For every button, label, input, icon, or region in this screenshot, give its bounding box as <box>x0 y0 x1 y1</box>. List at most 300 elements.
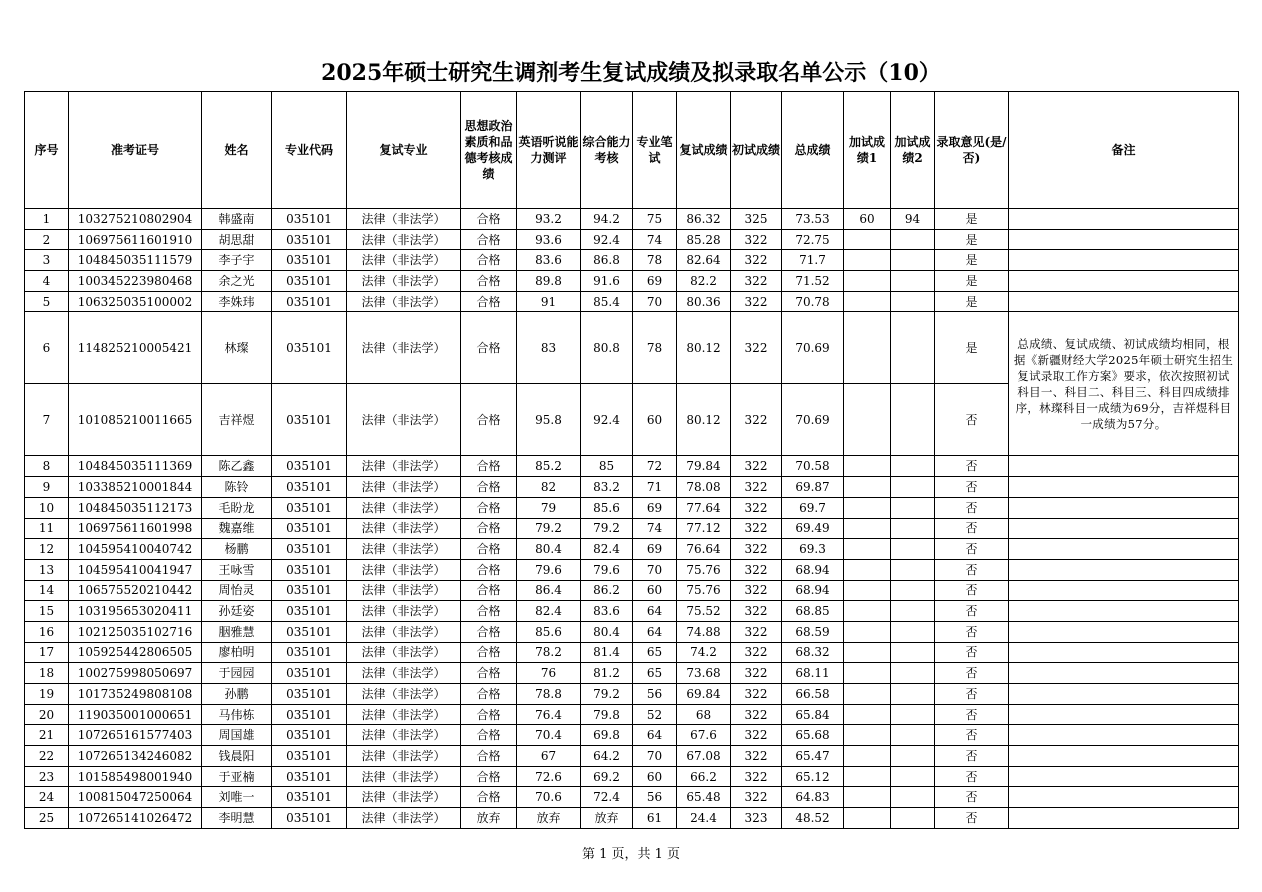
table-row <box>25 477 1239 498</box>
cell-politics: 合格 <box>461 250 517 271</box>
cell-initial: 322 <box>731 250 782 271</box>
cell-major-code: 035101 <box>272 497 347 518</box>
cell-major-code: 035101 <box>272 456 347 477</box>
cell-written: 60 <box>633 766 677 787</box>
cell-extra1 <box>844 291 891 312</box>
cell-major: 法律（非法学） <box>347 684 461 705</box>
cell-admit: 否 <box>935 808 1009 829</box>
cell-written: 75 <box>633 209 677 230</box>
cell-name: 孙鹏 <box>202 684 272 705</box>
cell-name: 魏嘉维 <box>202 518 272 539</box>
table-row <box>25 601 1239 622</box>
cell-written: 70 <box>633 746 677 767</box>
cell-major: 法律（非法学） <box>347 642 461 663</box>
cell-initial: 322 <box>731 725 782 746</box>
cell-politics: 放弃 <box>461 808 517 829</box>
cell-seq: 1 <box>25 209 69 230</box>
cell-name: 于亚楠 <box>202 766 272 787</box>
cell-initial: 322 <box>731 663 782 684</box>
cell-initial: 322 <box>731 601 782 622</box>
cell-retest: 85.28 <box>677 229 731 250</box>
cell-major-code: 035101 <box>272 291 347 312</box>
cell-comprehensive: 79.2 <box>581 518 633 539</box>
cell-total: 68.94 <box>782 580 844 601</box>
table-row <box>25 746 1239 767</box>
cell-exam-id: 101735249808108 <box>69 684 202 705</box>
cell-extra1 <box>844 663 891 684</box>
cell-exam-id: 104845035111579 <box>69 250 202 271</box>
cell-total: 68.11 <box>782 663 844 684</box>
header-initial: 初试成绩 <box>731 92 782 209</box>
cell-total: 65.68 <box>782 725 844 746</box>
cell-english: 93.6 <box>517 229 581 250</box>
cell-comprehensive: 放弃 <box>581 808 633 829</box>
cell-major: 法律（非法学） <box>347 787 461 808</box>
cell-major: 法律（非法学） <box>347 580 461 601</box>
cell-major-code: 035101 <box>272 642 347 663</box>
cell-extra1 <box>844 684 891 705</box>
cell-exam-id: 103385210001844 <box>69 477 202 498</box>
cell-comprehensive: 86.8 <box>581 250 633 271</box>
cell-name: 陈乙鑫 <box>202 456 272 477</box>
cell-total: 64.83 <box>782 787 844 808</box>
cell-admit: 是 <box>935 291 1009 312</box>
cell-retest: 75.76 <box>677 559 731 580</box>
cell-extra2 <box>891 291 935 312</box>
cell-major-code: 035101 <box>272 559 347 580</box>
cell-initial: 322 <box>731 312 782 384</box>
table-row <box>25 497 1239 518</box>
cell-name: 周国雄 <box>202 725 272 746</box>
cell-english: 89.8 <box>517 271 581 292</box>
cell-seq: 4 <box>25 271 69 292</box>
cell-extra2 <box>891 746 935 767</box>
cell-initial: 322 <box>731 456 782 477</box>
cell-name: 吉祥煜 <box>202 384 272 456</box>
cell-note <box>1009 704 1239 725</box>
cell-seq: 16 <box>25 621 69 642</box>
cell-major-code: 035101 <box>272 250 347 271</box>
cell-seq: 9 <box>25 477 69 498</box>
cell-seq: 13 <box>25 559 69 580</box>
cell-extra2 <box>891 808 935 829</box>
cell-name: 王咏雪 <box>202 559 272 580</box>
cell-extra1 <box>844 559 891 580</box>
cell-admit: 否 <box>935 477 1009 498</box>
cell-retest: 65.48 <box>677 787 731 808</box>
cell-extra1 <box>844 704 891 725</box>
cell-written: 64 <box>633 725 677 746</box>
cell-retest: 79.84 <box>677 456 731 477</box>
cell-english: 91 <box>517 291 581 312</box>
cell-seq: 6 <box>25 312 69 384</box>
cell-written: 74 <box>633 229 677 250</box>
cell-written: 61 <box>633 808 677 829</box>
cell-admit: 是 <box>935 250 1009 271</box>
table-row <box>25 312 1239 384</box>
header-admit: 录取意见(是/否) <box>935 92 1009 209</box>
page-title: 2025年硕士研究生调剂考生复试成绩及拟录取名单公示（10） <box>321 60 941 86</box>
cell-politics: 合格 <box>461 704 517 725</box>
cell-name: 胭雅慧 <box>202 621 272 642</box>
cell-comprehensive: 82.4 <box>581 539 633 560</box>
cell-seq: 10 <box>25 497 69 518</box>
cell-note <box>1009 642 1239 663</box>
table-row <box>25 271 1239 292</box>
cell-extra1 <box>844 497 891 518</box>
cell-english: 78.8 <box>517 684 581 705</box>
cell-total: 71.7 <box>782 250 844 271</box>
header-note: 备注 <box>1009 92 1239 209</box>
cell-major: 法律（非法学） <box>347 808 461 829</box>
cell-total: 69.7 <box>782 497 844 518</box>
cell-written: 72 <box>633 456 677 477</box>
table-row <box>25 621 1239 642</box>
cell-name: 杨鹏 <box>202 539 272 560</box>
table-row <box>25 663 1239 684</box>
cell-note <box>1009 539 1239 560</box>
cell-retest: 67.6 <box>677 725 731 746</box>
cell-major: 法律（非法学） <box>347 746 461 767</box>
cell-exam-id: 107265161577403 <box>69 725 202 746</box>
table-row <box>25 229 1239 250</box>
cell-note <box>1009 808 1239 829</box>
cell-admit: 否 <box>935 787 1009 808</box>
cell-note <box>1009 250 1239 271</box>
cell-name: 李姝玮 <box>202 291 272 312</box>
cell-seq: 17 <box>25 642 69 663</box>
table-row <box>25 766 1239 787</box>
cell-admit: 是 <box>935 229 1009 250</box>
cell-initial: 322 <box>731 497 782 518</box>
cell-admit: 是 <box>935 271 1009 292</box>
table-row <box>25 539 1239 560</box>
cell-retest: 86.32 <box>677 209 731 230</box>
cell-written: 60 <box>633 580 677 601</box>
cell-exam-id: 114825210005421 <box>69 312 202 384</box>
cell-note <box>1009 663 1239 684</box>
cell-initial: 322 <box>731 580 782 601</box>
cell-written: 60 <box>633 384 677 456</box>
header-name: 姓名 <box>202 92 272 209</box>
cell-seq: 18 <box>25 663 69 684</box>
cell-admit: 否 <box>935 456 1009 477</box>
cell-note <box>1009 766 1239 787</box>
cell-admit: 否 <box>935 642 1009 663</box>
cell-english: 76.4 <box>517 704 581 725</box>
cell-major: 法律（非法学） <box>347 384 461 456</box>
cell-politics: 合格 <box>461 663 517 684</box>
cell-major: 法律（非法学） <box>347 518 461 539</box>
cell-note <box>1009 291 1239 312</box>
cell-extra1 <box>844 250 891 271</box>
cell-comprehensive: 79.8 <box>581 704 633 725</box>
cell-retest: 78.08 <box>677 477 731 498</box>
header-exam-id: 准考证号 <box>69 92 202 209</box>
cell-exam-id: 104595410040742 <box>69 539 202 560</box>
cell-note <box>1009 601 1239 622</box>
cell-politics: 合格 <box>461 497 517 518</box>
cell-comprehensive: 81.2 <box>581 663 633 684</box>
cell-exam-id: 103275210802904 <box>69 209 202 230</box>
cell-english: 70.6 <box>517 787 581 808</box>
cell-comprehensive: 91.6 <box>581 271 633 292</box>
cell-exam-id: 101085210011665 <box>69 384 202 456</box>
cell-extra2 <box>891 559 935 580</box>
cell-major: 法律（非法学） <box>347 497 461 518</box>
cell-extra2 <box>891 271 935 292</box>
cell-comprehensive: 79.6 <box>581 559 633 580</box>
cell-extra2 <box>891 539 935 560</box>
cell-admit: 否 <box>935 725 1009 746</box>
cell-exam-id: 106975611601998 <box>69 518 202 539</box>
cell-note <box>1009 580 1239 601</box>
cell-seq: 15 <box>25 601 69 622</box>
cell-english: 85.6 <box>517 621 581 642</box>
cell-name: 周怡灵 <box>202 580 272 601</box>
table-row <box>25 518 1239 539</box>
cell-retest: 73.68 <box>677 663 731 684</box>
cell-admit: 否 <box>935 497 1009 518</box>
cell-extra1 <box>844 725 891 746</box>
cell-seq: 22 <box>25 746 69 767</box>
page-footer: 第 1 页，共 1 页 <box>581 847 681 862</box>
header-major: 复试专业 <box>347 92 461 209</box>
cell-extra2 <box>891 663 935 684</box>
cell-admit: 是 <box>935 312 1009 384</box>
cell-extra2 <box>891 229 935 250</box>
cell-exam-id: 106975611601910 <box>69 229 202 250</box>
cell-seq: 12 <box>25 539 69 560</box>
cell-politics: 合格 <box>461 539 517 560</box>
cell-english: 85.2 <box>517 456 581 477</box>
cell-total: 65.47 <box>782 746 844 767</box>
cell-admit: 否 <box>935 539 1009 560</box>
cell-seq: 8 <box>25 456 69 477</box>
cell-note <box>1009 684 1239 705</box>
table-row <box>25 580 1239 601</box>
cell-major-code: 035101 <box>272 787 347 808</box>
cell-extra2 <box>891 684 935 705</box>
cell-major: 法律（非法学） <box>347 477 461 498</box>
results-table <box>24 91 1239 829</box>
cell-written: 69 <box>633 271 677 292</box>
cell-total: 68.32 <box>782 642 844 663</box>
cell-note <box>1009 746 1239 767</box>
cell-retest: 66.2 <box>677 766 731 787</box>
cell-extra1 <box>844 312 891 384</box>
cell-name: 余之光 <box>202 271 272 292</box>
cell-exam-id: 104845035111369 <box>69 456 202 477</box>
cell-major-code: 035101 <box>272 477 347 498</box>
cell-seq: 7 <box>25 384 69 456</box>
cell-extra1 <box>844 477 891 498</box>
cell-major-code: 035101 <box>272 766 347 787</box>
cell-extra1 <box>844 787 891 808</box>
cell-note <box>1009 497 1239 518</box>
table-row <box>25 209 1239 230</box>
cell-major-code: 035101 <box>272 746 347 767</box>
cell-exam-id: 106325035100002 <box>69 291 202 312</box>
cell-major: 法律（非法学） <box>347 725 461 746</box>
cell-major: 法律（非法学） <box>347 766 461 787</box>
cell-exam-id: 100275998050697 <box>69 663 202 684</box>
cell-major-code: 035101 <box>272 684 347 705</box>
cell-extra2 <box>891 384 935 456</box>
cell-total: 65.12 <box>782 766 844 787</box>
table-header-row <box>25 92 1239 209</box>
cell-total: 72.75 <box>782 229 844 250</box>
cell-comprehensive: 81.4 <box>581 642 633 663</box>
cell-politics: 合格 <box>461 477 517 498</box>
cell-politics: 合格 <box>461 580 517 601</box>
cell-admit: 否 <box>935 518 1009 539</box>
cell-name: 马伟栋 <box>202 704 272 725</box>
cell-written: 65 <box>633 663 677 684</box>
cell-comprehensive: 83.6 <box>581 601 633 622</box>
cell-seq: 25 <box>25 808 69 829</box>
cell-comprehensive: 85.4 <box>581 291 633 312</box>
cell-exam-id: 107265134246082 <box>69 746 202 767</box>
cell-major: 法律（非法学） <box>347 312 461 384</box>
cell-retest: 77.64 <box>677 497 731 518</box>
cell-name: 李子宇 <box>202 250 272 271</box>
cell-retest: 68 <box>677 704 731 725</box>
header-major-code: 专业代码 <box>272 92 347 209</box>
cell-admit: 否 <box>935 663 1009 684</box>
cell-extra2 <box>891 477 935 498</box>
cell-retest: 75.76 <box>677 580 731 601</box>
cell-english: 67 <box>517 746 581 767</box>
table-row <box>25 684 1239 705</box>
cell-note <box>1009 271 1239 292</box>
cell-comprehensive: 69.2 <box>581 766 633 787</box>
cell-seq: 14 <box>25 580 69 601</box>
cell-extra2: 94 <box>891 209 935 230</box>
cell-politics: 合格 <box>461 271 517 292</box>
cell-comprehensive: 92.4 <box>581 384 633 456</box>
cell-comprehensive: 86.2 <box>581 580 633 601</box>
cell-note <box>1009 477 1239 498</box>
cell-total: 73.53 <box>782 209 844 230</box>
cell-initial: 322 <box>731 271 782 292</box>
cell-exam-id: 100815047250064 <box>69 787 202 808</box>
cell-written: 56 <box>633 684 677 705</box>
cell-politics: 合格 <box>461 559 517 580</box>
cell-major-code: 035101 <box>272 704 347 725</box>
cell-english: 79.6 <box>517 559 581 580</box>
table-row <box>25 642 1239 663</box>
cell-note <box>1009 229 1239 250</box>
cell-extra2 <box>891 518 935 539</box>
cell-extra2 <box>891 787 935 808</box>
cell-admit: 否 <box>935 559 1009 580</box>
cell-written: 69 <box>633 539 677 560</box>
table-row <box>25 808 1239 829</box>
cell-exam-id: 102125035102716 <box>69 621 202 642</box>
cell-comprehensive: 92.4 <box>581 229 633 250</box>
cell-politics: 合格 <box>461 621 517 642</box>
cell-extra2 <box>891 725 935 746</box>
cell-admit: 是 <box>935 209 1009 230</box>
cell-total: 69.3 <box>782 539 844 560</box>
cell-initial: 323 <box>731 808 782 829</box>
cell-major-code: 035101 <box>272 663 347 684</box>
cell-written: 56 <box>633 787 677 808</box>
cell-politics: 合格 <box>461 384 517 456</box>
cell-written: 65 <box>633 642 677 663</box>
cell-initial: 322 <box>731 477 782 498</box>
cell-extra2 <box>891 766 935 787</box>
cell-politics: 合格 <box>461 787 517 808</box>
cell-seq: 21 <box>25 725 69 746</box>
cell-major-code: 035101 <box>272 209 347 230</box>
cell-politics: 合格 <box>461 312 517 384</box>
cell-english: 79.2 <box>517 518 581 539</box>
header-total: 总成绩 <box>782 92 844 209</box>
cell-english: 83 <box>517 312 581 384</box>
cell-name: 陈铃 <box>202 477 272 498</box>
cell-major-code: 035101 <box>272 384 347 456</box>
cell-major-code: 035101 <box>272 621 347 642</box>
cell-admit: 否 <box>935 384 1009 456</box>
cell-extra2 <box>891 642 935 663</box>
cell-initial: 322 <box>731 684 782 705</box>
cell-extra2 <box>891 497 935 518</box>
cell-retest: 67.08 <box>677 746 731 767</box>
header-english: 英语听说能力测评 <box>517 92 581 209</box>
cell-extra2 <box>891 704 935 725</box>
cell-comprehensive: 80.4 <box>581 621 633 642</box>
cell-initial: 322 <box>731 291 782 312</box>
cell-total: 70.69 <box>782 312 844 384</box>
cell-english: 76 <box>517 663 581 684</box>
cell-english: 93.2 <box>517 209 581 230</box>
header-comprehensive: 综合能力考核 <box>581 92 633 209</box>
cell-name: 孙廷姿 <box>202 601 272 622</box>
cell-note <box>1009 787 1239 808</box>
cell-exam-id: 100345223980468 <box>69 271 202 292</box>
cell-initial: 322 <box>731 559 782 580</box>
cell-total: 69.87 <box>782 477 844 498</box>
cell-admit: 否 <box>935 704 1009 725</box>
cell-seq: 19 <box>25 684 69 705</box>
table-row <box>25 725 1239 746</box>
cell-initial: 322 <box>731 746 782 767</box>
cell-initial: 322 <box>731 518 782 539</box>
cell-extra2 <box>891 580 935 601</box>
cell-note <box>1009 518 1239 539</box>
cell-note <box>1009 456 1239 477</box>
cell-politics: 合格 <box>461 642 517 663</box>
cell-retest: 74.2 <box>677 642 731 663</box>
cell-comprehensive: 85 <box>581 456 633 477</box>
cell-comprehensive: 85.6 <box>581 497 633 518</box>
cell-major-code: 035101 <box>272 539 347 560</box>
cell-major: 法律（非法学） <box>347 704 461 725</box>
cell-retest: 24.4 <box>677 808 731 829</box>
cell-extra2 <box>891 601 935 622</box>
cell-seq: 20 <box>25 704 69 725</box>
cell-major: 法律（非法学） <box>347 229 461 250</box>
cell-initial: 322 <box>731 787 782 808</box>
cell-politics: 合格 <box>461 684 517 705</box>
cell-note <box>1009 725 1239 746</box>
cell-politics: 合格 <box>461 766 517 787</box>
cell-initial: 325 <box>731 209 782 230</box>
cell-written: 78 <box>633 250 677 271</box>
cell-extra2 <box>891 621 935 642</box>
